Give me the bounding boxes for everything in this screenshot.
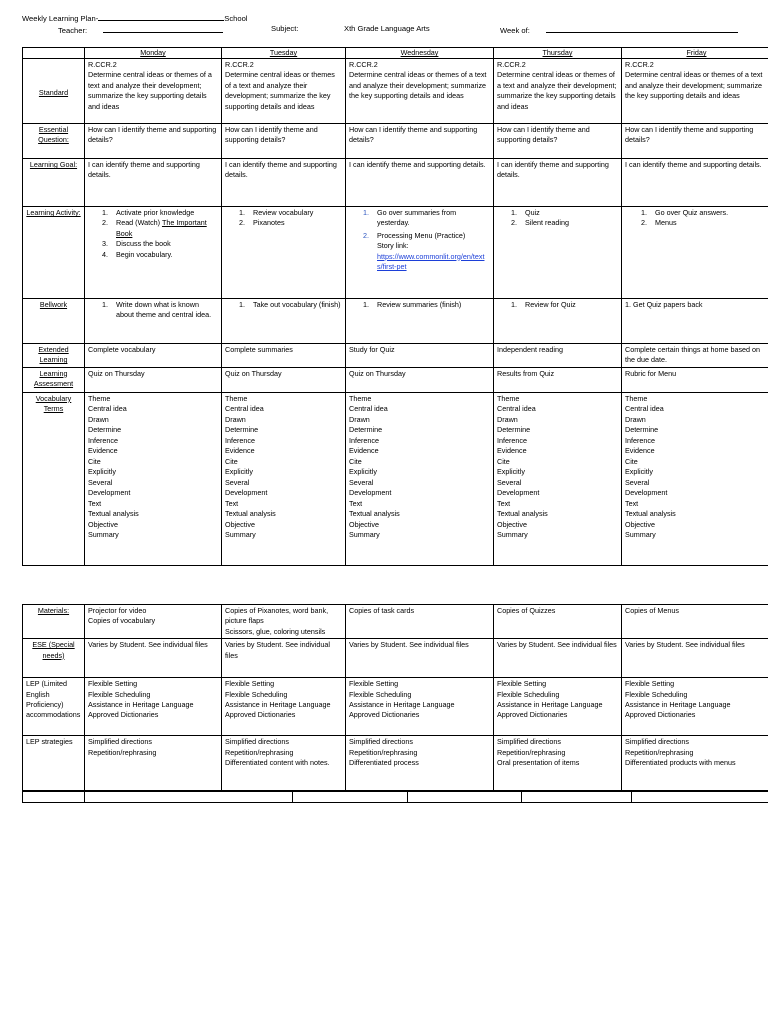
vocab-term: Development bbox=[497, 488, 540, 498]
activity-tuesday-list bbox=[225, 208, 342, 229]
vocab-term: Explicitly bbox=[625, 467, 653, 477]
cell-line: Simplified directions bbox=[497, 737, 561, 747]
vocab-term: Textual analysis bbox=[88, 509, 139, 519]
cell-line: Assistance in Heritage Language bbox=[625, 700, 731, 710]
extended-friday: Complete certain things at home based on the due date. bbox=[622, 344, 768, 368]
cell-line: Simplified directions bbox=[625, 737, 689, 747]
week-field[interactable] bbox=[546, 24, 738, 33]
cell-line: Repetition/rephrasing bbox=[497, 747, 566, 757]
goal-monday: I can identify theme and supporting details. bbox=[85, 159, 222, 207]
list-item: 2. Pixanotes bbox=[247, 218, 342, 228]
ese-friday: Varies by Student. See individual files bbox=[622, 639, 768, 678]
corner-cell bbox=[23, 48, 85, 59]
cell-line: Assistance in Heritage Language bbox=[497, 700, 603, 710]
blank-cell[interactable] bbox=[85, 791, 293, 803]
vocab-tuesday bbox=[222, 392, 346, 565]
vocab-term: Central idea bbox=[349, 404, 388, 414]
vocab-term: Cite bbox=[497, 456, 510, 466]
vocab-term: Objective bbox=[88, 519, 118, 529]
vocab-term: Summary bbox=[88, 530, 119, 540]
essential-thursday: How can I identify theme and supporting details? bbox=[494, 124, 622, 159]
blank-cell[interactable] bbox=[632, 791, 768, 803]
cell-line: Flexible Setting bbox=[497, 679, 547, 689]
week-row bbox=[500, 24, 738, 35]
cell-line: Flexible Setting bbox=[349, 679, 399, 689]
day-wednesday: Wednesday bbox=[346, 48, 494, 59]
week-label: Week of: bbox=[500, 26, 530, 35]
vocab-term: Summary bbox=[225, 530, 256, 540]
vocab-term: Development bbox=[88, 488, 131, 498]
assessment-thursday: Results from Quiz bbox=[494, 367, 622, 392]
ese-row bbox=[23, 639, 768, 678]
book-title: The Important Book bbox=[116, 218, 207, 238]
cell-line: Approved Dictionaries bbox=[625, 710, 696, 720]
list-item: 1. Quiz bbox=[519, 208, 618, 218]
activity-friday bbox=[622, 207, 768, 299]
goal-row bbox=[23, 159, 768, 207]
vocab-term: Evidence bbox=[88, 446, 118, 456]
bellwork-friday: 1. Get Quiz papers back bbox=[622, 299, 768, 344]
vocab-term: Cite bbox=[349, 456, 362, 466]
cell-line: Repetition/rephrasing bbox=[349, 747, 418, 757]
vocab-term: Inference bbox=[225, 435, 255, 445]
blank-cell[interactable] bbox=[522, 791, 632, 803]
cell-line: Assistance in Heritage Language bbox=[225, 700, 331, 710]
story-link[interactable]: https://www.commonlit.org/en/texts/first-pet bbox=[377, 251, 485, 272]
vocab-term: Theme bbox=[497, 393, 520, 403]
vocab-label: Vocabulary Terms bbox=[23, 392, 85, 565]
list-item: 2. Processing Menu (Practice) Story link: https://www.commonlit.org/en/texts/first-pet bbox=[371, 231, 490, 273]
activity-friday-list bbox=[625, 208, 768, 229]
vocab-term: Development bbox=[349, 488, 392, 498]
list-item: 2. Menus bbox=[649, 218, 768, 228]
plan-title bbox=[22, 12, 248, 23]
cell-line: Flexible Setting bbox=[625, 679, 675, 689]
teacher-label: Teacher: bbox=[58, 26, 88, 35]
bellwork-wednesday bbox=[346, 299, 494, 344]
vocab-term: Several bbox=[88, 477, 113, 487]
materials-friday: Copies of Menus bbox=[622, 605, 768, 639]
activity-monday-list bbox=[88, 208, 218, 260]
strategies-label: LEP strategies bbox=[23, 736, 85, 792]
ese-wednesday: Varies by Student. See individual files bbox=[346, 639, 494, 678]
ese-label: ESE (Special needs) bbox=[23, 639, 85, 678]
vocab-term: Summary bbox=[349, 530, 380, 540]
vocab-term: Evidence bbox=[349, 446, 379, 456]
essential-wednesday: How can I identify theme and supporting details? bbox=[346, 124, 494, 159]
vocab-term: Text bbox=[349, 498, 363, 508]
strategies-thursday bbox=[494, 736, 622, 792]
extended-thursday: Independent reading bbox=[494, 344, 622, 368]
day-thursday: Thursday bbox=[494, 48, 622, 59]
vocab-term: Several bbox=[349, 477, 374, 487]
activity-monday bbox=[85, 207, 222, 299]
teacher-name-field[interactable] bbox=[103, 24, 223, 33]
activity-tuesday bbox=[222, 207, 346, 299]
vocab-term: Textual analysis bbox=[497, 509, 548, 519]
vocab-term: Textual analysis bbox=[625, 509, 676, 519]
list-item: 2. Read (Watch) The Important Book bbox=[110, 218, 218, 239]
activity-wednesday bbox=[346, 207, 494, 299]
list-item: 1. Take out vocabulary (finish) bbox=[247, 300, 342, 310]
lep-tuesday bbox=[222, 678, 346, 736]
vocab-term: Drawn bbox=[625, 414, 646, 424]
activity-row bbox=[23, 207, 768, 299]
strategies-row bbox=[23, 736, 768, 792]
vocab-monday bbox=[85, 392, 222, 565]
cell-line: Approved Dictionaries bbox=[88, 710, 159, 720]
list-item: 1. Review for Quiz bbox=[519, 300, 618, 310]
vocab-term: Several bbox=[497, 477, 522, 487]
cell-line: Oral presentation of items bbox=[497, 758, 580, 768]
activity-label: Learning Activity: bbox=[23, 207, 85, 299]
extended-label: Extended Learning bbox=[23, 344, 85, 368]
cell-line: Repetition/rephrasing bbox=[225, 747, 294, 757]
lep-row bbox=[23, 678, 768, 736]
lep-monday bbox=[85, 678, 222, 736]
vocab-term: Drawn bbox=[88, 414, 109, 424]
school-name-field[interactable] bbox=[98, 12, 224, 21]
cell-line: Approved Dictionaries bbox=[497, 710, 568, 720]
vocab-term: Several bbox=[625, 477, 650, 487]
cell-line: Flexible Scheduling bbox=[497, 689, 560, 699]
vocab-term: Cite bbox=[225, 456, 238, 466]
cell-line: Differentiated content with notes. bbox=[225, 758, 330, 768]
extended-wednesday: Study for Quiz bbox=[346, 344, 494, 368]
strategies-wednesday bbox=[346, 736, 494, 792]
vocab-term: Summary bbox=[625, 530, 656, 540]
vocab-term: Drawn bbox=[349, 414, 370, 424]
essential-monday: How can I identify theme and supporting details? bbox=[85, 124, 222, 159]
standard-tuesday: R.CCR.2 Determine central ideas or themes of a text and analyze their development; summarize the key supporting details and ideas bbox=[222, 59, 346, 124]
materials-label: Materials: bbox=[23, 605, 85, 639]
vocab-term: Determine bbox=[349, 425, 383, 435]
materials-thursday: Copies of Quizzes bbox=[494, 605, 622, 639]
strategies-friday bbox=[622, 736, 768, 792]
day-friday: Friday bbox=[622, 48, 768, 59]
plan-prefix: Weekly Learning Plan- bbox=[22, 14, 99, 23]
vocab-thursday bbox=[494, 392, 622, 565]
vocab-term: Theme bbox=[225, 393, 248, 403]
vocab-term: Objective bbox=[497, 519, 527, 529]
vocab-term: Determine bbox=[625, 425, 659, 435]
list-item: 1. Go over summaries from yesterday. bbox=[371, 208, 490, 229]
cell-line: Approved Dictionaries bbox=[349, 710, 420, 720]
standard-friday: R.CCR.2 Determine central ideas or themes of a text and analyze their development; summarize the key supporting details and ideas bbox=[622, 59, 768, 124]
cell-line: Flexible Setting bbox=[88, 679, 138, 689]
cell-line: Assistance in Heritage Language bbox=[349, 700, 455, 710]
vocab-term: Theme bbox=[625, 393, 648, 403]
cell-line: Simplified directions bbox=[88, 737, 152, 747]
vocab-term: Textual analysis bbox=[349, 509, 400, 519]
list-item: 1. Review summaries (finish) bbox=[371, 300, 490, 310]
lep-thursday bbox=[494, 678, 622, 736]
blank-cell[interactable] bbox=[293, 791, 408, 803]
standard-wednesday: R.CCR.2 Determine central ideas or themes of a text and analyze their development; summarize the key supporting details and ideas bbox=[346, 59, 494, 124]
vocab-term: Inference bbox=[349, 435, 379, 445]
lep-friday bbox=[622, 678, 768, 736]
vocab-term: Several bbox=[225, 477, 250, 487]
vocab-term: Explicitly bbox=[497, 467, 525, 477]
essential-row bbox=[23, 124, 768, 159]
activity-wednesday-list bbox=[349, 208, 490, 272]
assessment-row bbox=[23, 367, 768, 392]
cell-line: Flexible Scheduling bbox=[88, 689, 151, 699]
vocab-term: Inference bbox=[88, 435, 118, 445]
vocab-term: Inference bbox=[497, 435, 527, 445]
cell-line: Flexible Scheduling bbox=[625, 689, 688, 699]
list-item: 1. Go over Quiz answers. bbox=[649, 208, 768, 218]
vocab-term: Explicitly bbox=[225, 467, 253, 477]
school-label: School bbox=[224, 14, 248, 23]
vocab-term: Objective bbox=[225, 519, 255, 529]
vocab-term: Objective bbox=[625, 519, 655, 529]
extended-monday: Complete vocabulary bbox=[85, 344, 222, 368]
cell-line: Flexible Scheduling bbox=[349, 689, 412, 699]
materials-wednesday: Copies of task cards bbox=[346, 605, 494, 639]
cell-line: Repetition/rephrasing bbox=[625, 747, 694, 757]
vocab-term: Text bbox=[497, 498, 511, 508]
standard-thursday: R.CCR.2 Determine central ideas or themes of a text and analyze their development; summarize the key supporting details and ideas bbox=[494, 59, 622, 124]
bellwork-thursday bbox=[494, 299, 622, 344]
strategies-monday bbox=[85, 736, 222, 792]
bellwork-label: Bellwork bbox=[23, 299, 85, 344]
cell-line: Assistance in Heritage Language bbox=[88, 700, 194, 710]
activity-thursday-list bbox=[497, 208, 618, 229]
cell-line: Flexible Setting bbox=[225, 679, 275, 689]
extended-row bbox=[23, 344, 768, 368]
lep-label: LEP (Limited English Proficiency) accommodations bbox=[23, 678, 85, 736]
essential-tuesday: How can I identify theme and supporting details? bbox=[222, 124, 346, 159]
vocab-term: Development bbox=[225, 488, 268, 498]
list-item: 1. Review vocabulary bbox=[247, 208, 342, 218]
day-monday: Monday bbox=[85, 48, 222, 59]
strategies-tuesday bbox=[222, 736, 346, 792]
extended-tuesday: Complete summaries bbox=[222, 344, 346, 368]
assessment-friday: Rubric for Menu bbox=[622, 367, 768, 392]
vocab-term: Cite bbox=[625, 456, 638, 466]
cell-line: Simplified directions bbox=[349, 737, 413, 747]
standard-row bbox=[23, 59, 768, 124]
vocab-term: Objective bbox=[349, 519, 379, 529]
goal-wednesday: I can identify theme and supporting details. bbox=[346, 159, 494, 207]
materials-tuesday: Copies of Pixanotes, word bank, picture flaps Scissors, glue, coloring utensils bbox=[222, 605, 346, 639]
materials-monday: Projector for video Copies of vocabulary bbox=[85, 605, 222, 639]
essential-friday: How can I identify theme and supporting details? bbox=[622, 124, 768, 159]
vocab-term: Text bbox=[225, 498, 239, 508]
cell-line: Flexible Scheduling bbox=[225, 689, 288, 699]
vocab-term: Explicitly bbox=[88, 467, 116, 477]
vocab-term: Evidence bbox=[497, 446, 527, 456]
day-tuesday: Tuesday bbox=[222, 48, 346, 59]
cell-line: Simplified directions bbox=[225, 737, 289, 747]
goal-friday: I can identify theme and supporting details. bbox=[622, 159, 768, 207]
vocab-term: Inference bbox=[625, 435, 655, 445]
goal-label: Learning Goal: bbox=[23, 159, 85, 207]
vocab-term: Cite bbox=[88, 456, 101, 466]
vocab-term: Determine bbox=[497, 425, 531, 435]
vocab-friday bbox=[622, 392, 768, 565]
vocab-term: Evidence bbox=[225, 446, 255, 456]
vocab-term: Text bbox=[625, 498, 639, 508]
vocab-term: Central idea bbox=[625, 404, 664, 414]
blank-cell[interactable] bbox=[23, 791, 85, 803]
list-item: 2. Silent reading bbox=[519, 218, 618, 228]
subject-label: Subject: bbox=[271, 24, 299, 33]
materials-row bbox=[23, 605, 768, 639]
vocab-term: Development bbox=[625, 488, 668, 498]
ese-monday: Varies by Student. See individual files bbox=[85, 639, 222, 678]
lep-wednesday bbox=[346, 678, 494, 736]
vocab-term: Central idea bbox=[225, 404, 264, 414]
cell-line: Approved Dictionaries bbox=[225, 710, 296, 720]
vocab-term: Theme bbox=[88, 393, 111, 403]
activity-thursday bbox=[494, 207, 622, 299]
standard-label: Standard bbox=[23, 59, 85, 124]
cell-line: Differentiated products with menus bbox=[625, 758, 736, 768]
teacher-row bbox=[58, 24, 223, 35]
day-header-row bbox=[23, 48, 768, 59]
bellwork-monday bbox=[85, 299, 222, 344]
bellwork-row bbox=[23, 299, 768, 344]
ese-tuesday: Varies by Student. See individual files bbox=[222, 639, 346, 678]
vocab-term: Central idea bbox=[497, 404, 536, 414]
cell-line: Differentiated process bbox=[349, 758, 419, 768]
vocab-term: Central idea bbox=[88, 404, 127, 414]
subject-value: Xth Grade Language Arts bbox=[344, 24, 430, 33]
vocab-term: Text bbox=[88, 498, 102, 508]
list-item: 3. Discuss the book bbox=[110, 239, 218, 249]
vocab-term: Drawn bbox=[225, 414, 246, 424]
vocab-term: Determine bbox=[88, 425, 122, 435]
resources-table bbox=[22, 604, 768, 792]
list-item: 1. Write down what is known about theme and central idea. bbox=[110, 300, 218, 321]
list-item: 1. Activate prior knowledge bbox=[110, 208, 218, 218]
standard-monday: R.CCR.2 Determine central ideas or themes of a text and analyze their development; summarize the key supporting details and ideas bbox=[85, 59, 222, 124]
goal-thursday: I can identify theme and supporting details. bbox=[494, 159, 622, 207]
assessment-monday: Quiz on Thursday bbox=[85, 367, 222, 392]
weekly-plan-table bbox=[22, 47, 768, 566]
goal-tuesday: I can identify theme and supporting details. bbox=[222, 159, 346, 207]
vocab-term: Textual analysis bbox=[225, 509, 276, 519]
vocab-term: Theme bbox=[349, 393, 372, 403]
vocab-row bbox=[23, 392, 768, 565]
blank-footer-row bbox=[22, 790, 768, 803]
vocab-term: Evidence bbox=[625, 446, 655, 456]
vocab-term: Determine bbox=[225, 425, 259, 435]
essential-label: Essential Question: bbox=[23, 124, 85, 159]
vocab-term: Summary bbox=[497, 530, 528, 540]
ese-thursday: Varies by Student. See individual files bbox=[494, 639, 622, 678]
assessment-label: Learning Assessment bbox=[23, 367, 85, 392]
vocab-term: Drawn bbox=[497, 414, 518, 424]
list-item: 4. Begin vocabulary. bbox=[110, 250, 218, 260]
vocab-wednesday bbox=[346, 392, 494, 565]
assessment-wednesday: Quiz on Thursday bbox=[346, 367, 494, 392]
assessment-tuesday: Quiz on Thursday bbox=[222, 367, 346, 392]
cell-line: Repetition/rephrasing bbox=[88, 747, 157, 757]
vocab-term: Explicitly bbox=[349, 467, 377, 477]
bellwork-tuesday bbox=[222, 299, 346, 344]
blank-cell[interactable] bbox=[408, 791, 522, 803]
